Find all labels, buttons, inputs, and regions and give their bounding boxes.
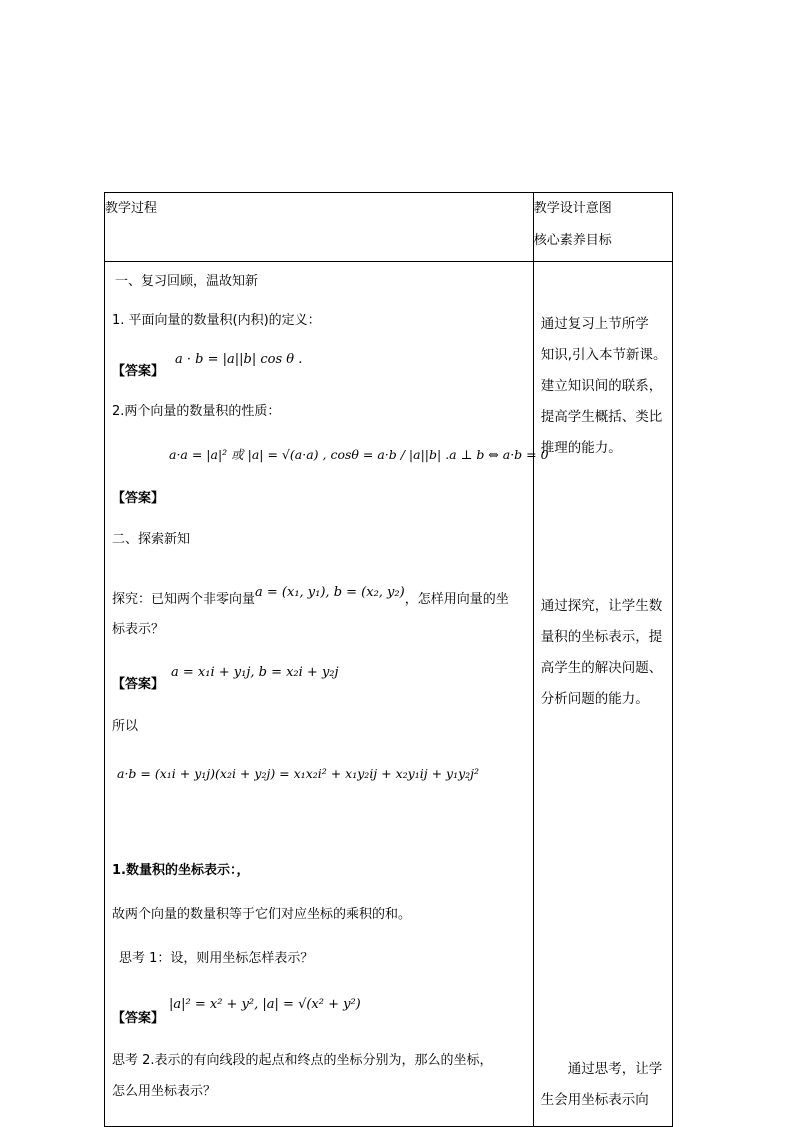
side-note-2-line: 高学生的解决问题、 — [540, 660, 663, 676]
side-note-3-line: 生会用坐标表示向 — [540, 1092, 649, 1108]
section1-title: 一、复习回顾，温故知新 — [115, 274, 259, 289]
lesson-table — [104, 192, 673, 1127]
result-text: 故两个向量的数量积等于它们对应坐标的乘积的和。 — [112, 907, 412, 922]
side-note-1-line: 建立知识间的联系， — [540, 378, 663, 394]
item1-text: 1. 平面向量的数量积(内积)的定义： — [112, 313, 321, 328]
side-note-1-line: 知识,引入本节新课。 — [540, 347, 667, 363]
explore-line2: 标表示？ — [112, 622, 165, 637]
item2-text: 2.两个向量的数量积的性质： — [112, 404, 281, 419]
side-note-3-line: 通过思考，让学 — [567, 1061, 663, 1077]
side-note-1-line: 通过复习上节所学 — [540, 316, 649, 332]
answer-label-3: 【答案】 — [112, 677, 165, 692]
formula-basis: a = x₁i + y₁j, b = x₂i + y₂j — [171, 665, 339, 680]
header-process: 教学过程 — [105, 201, 158, 216]
side-note-2-line: 通过探究，让学生数 — [540, 598, 663, 614]
think2-line1: 思考 2.表示的有向线段的起点和终点的坐标分别为，那么的坐标， — [112, 1053, 493, 1068]
explore-suffix: ，怎样用向量的坐 — [404, 592, 509, 607]
header-intent-cell — [533, 193, 672, 262]
section2-title: 二、探索新知 — [112, 532, 191, 547]
side-note-2-line: 量积的坐标表示，提 — [540, 629, 663, 645]
so-label: 所以 — [112, 719, 139, 734]
formula-properties: a·a = |a|² 或 |a| = √(a·a) , cosθ = a·b / |a||b| .a ⊥ b ⇔ a·b = 0 — [169, 447, 549, 462]
process-content-cell — [105, 262, 549, 1127]
answer-label-2: 【答案】 — [112, 491, 165, 506]
side-note-2-line: 分析问题的能力。 — [540, 691, 649, 707]
think1-text: 思考 1：设，则用坐标怎样表示？ — [119, 951, 314, 966]
formula-expand: a·b = (x₁i + y₁j)(x₂i + y₂j) = x₁x₂i² + x₁y₂ij + x₂y₁ij + y₁y₂j² — [117, 766, 480, 781]
think2-line2: 怎么用坐标表示？ — [112, 1084, 217, 1099]
intent-content-cell — [533, 262, 672, 1127]
header-intent-line1: 教学设计意图 — [533, 201, 612, 216]
side-note-1-line: 提高学生概括、类比 — [540, 409, 663, 425]
side-note-2 — [541, 591, 671, 715]
answer-label-1: 【答案】 — [112, 364, 165, 379]
formula-length: |a|² = x² + y², |a| = √(x² + y²) — [169, 997, 361, 1012]
formula-definition: a · b = |a||b| cos θ . — [175, 352, 303, 367]
answer-label-4: 【答案】 — [112, 1011, 165, 1026]
header-process-cell — [105, 193, 534, 262]
explore-line — [112, 585, 509, 607]
result-title: 1.数量积的坐标表示：， — [112, 863, 250, 878]
side-note-1 — [541, 309, 671, 464]
side-note-3 — [541, 1054, 671, 1116]
explore-prefix: 探究：已知两个非零向量 — [112, 592, 256, 607]
explore-vectors: a = (x₁, y₁), b = (x₂, y₂) — [255, 585, 405, 600]
side-note-1-line: 推理的能力。 — [540, 440, 622, 456]
header-intent-line2: 核心素养目标 — [533, 233, 612, 248]
